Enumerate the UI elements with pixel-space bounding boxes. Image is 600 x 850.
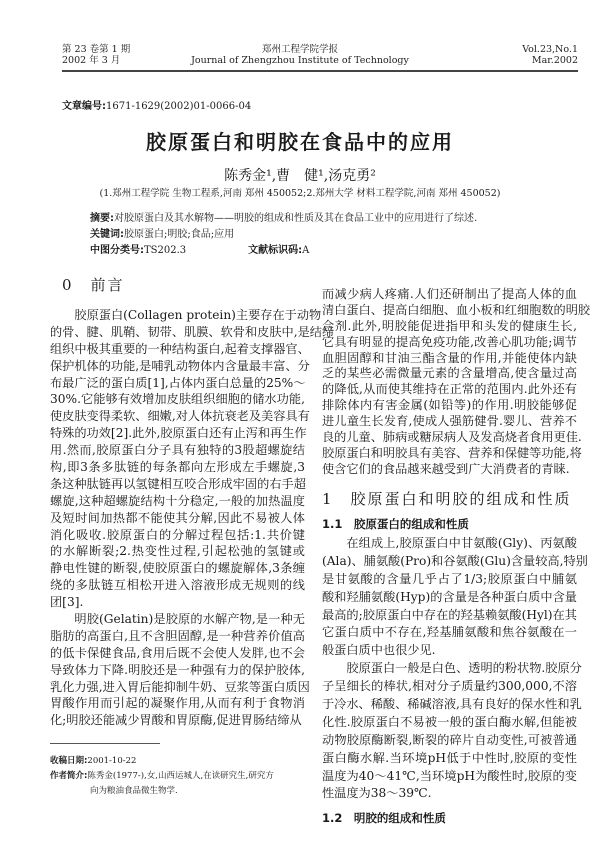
text-line: 的低卡保健食品,食用后既不会使人发胖,也不会	[50, 645, 305, 660]
text-line: 30%.它能够有效增加皮肤组织细胞的储水功能,	[50, 392, 305, 407]
text-line: 导致体力下降.明胶还是一种强有力的保护胶体,	[50, 662, 305, 677]
text-line: 使皮肤变得柔软、细嫩,对人体抗衰老及美容具有	[50, 409, 310, 424]
volume-cn: 第 23 卷第 1 期	[62, 44, 131, 55]
abstract	[90, 209, 477, 224]
keywords	[90, 225, 234, 240]
text-line: 团[3].	[50, 595, 84, 610]
text-line: 条这种肽链再以氢键相互咬合形成牢固的右手超	[50, 476, 306, 491]
classification	[90, 241, 309, 256]
article-number-value: 1671-1629(2002)01-0066-04	[106, 101, 252, 112]
bio-line-2: 向为粮油食品微生物学.	[90, 786, 178, 796]
text-line: 最高的;胶原蛋白中存在的羟基赖氨酸(Hyl)在其	[322, 607, 577, 622]
text-line: 螺旋,这种超螺旋结构十分稳定,一般的加热温度	[50, 493, 305, 508]
text-line: 的降低,从而使其维持在正常的范围内.此外还有	[322, 382, 577, 397]
text-line: 胶原蛋白(Collagen protein)主要存在于动物	[74, 308, 322, 322]
text-line: 绕的多肽链互相松开进入溶液形成无规则的线	[50, 578, 305, 593]
text-line: 构,即3条多肽链的每条都向左形成左手螺旋,3	[50, 460, 305, 475]
text-line: 子呈细长的棒状,相对分子质量约300,000,不溶	[322, 679, 577, 694]
text-line: 而减少病人疼痛.人们还研制出了提高人体的血	[322, 287, 577, 301]
text-line: 及短时间加热都不能使其分解,因此不易被人体	[50, 510, 305, 525]
doc-code-value: A	[302, 245, 310, 256]
journal-name-cn: 郑州工程学院学报	[261, 44, 338, 55]
text-line: 用.然而,胶原蛋白分子具有独特的3股超螺旋结	[50, 443, 305, 458]
text-line: 温度为40～41℃,当环境pH为酸性时,胶原的变	[322, 768, 577, 783]
bio-line-1: 陈秀金(1977-),女,山西运城人,在读研究生,研究方	[87, 771, 274, 781]
text-line: 消化吸收.胶原蛋白的分解过程包括:1.共价键	[50, 527, 305, 542]
text-line: 静电性键的断裂,使胶原蛋白的螺旋解体,3条缠	[50, 561, 305, 576]
received-value: 2001-10-22	[87, 756, 137, 766]
right-column-body-top	[322, 287, 591, 478]
affiliation: (1.郑州工程学院 生物工程系,河南 郑州 450052;2.郑州大学 材料工程学院,河南 郑州 450052)	[99, 188, 501, 199]
paper-title: 胶原蛋白和明胶在食品中的应用	[146, 130, 454, 154]
text-line: 般蛋白质中也很少见.	[322, 643, 436, 658]
text-line: 组织中极其重要的一种结构蛋白,起着支撑器官、	[50, 341, 310, 356]
text-line: 保护机体的功能,是哺乳动物体内含量最丰富、分	[50, 358, 310, 373]
text-line: 合剂.此外,明胶能促进指甲和头发的健康生长,	[322, 318, 577, 333]
article-number	[62, 97, 251, 112]
text-line: 于冷水、稀酸、稀碱溶液,具有良好的保水性和乳	[322, 697, 582, 712]
abstract-label: 摘要:	[90, 213, 114, 224]
text-line: 排除体内有害金属(如铅等)的作用.明胶能够促	[322, 398, 577, 413]
text-line: 脂肪的高蛋白,且不含胆固醇,是一种营养价值高	[50, 628, 305, 643]
date-en: Mar.2002	[531, 55, 578, 66]
clc-value: TS202.3	[144, 245, 187, 256]
author-bio	[50, 769, 310, 784]
text-line: 的水解断裂;2.热变性过程,引起松弛的氢键或	[50, 544, 305, 559]
left-column-body	[50, 307, 335, 729]
text-line: 化;明胶还能减少胃酸和胃原酶,促进胃肠结缔从	[50, 713, 302, 728]
text-line: 乳化力强,进入胃后能抑制牛奶、豆浆等蛋白质因	[50, 679, 310, 694]
text-line: 乏的某些必需微量元素的含量增高,使含量过高	[322, 366, 577, 381]
subsection-heading-1-2: 1.2 明胶的组成和性质	[322, 811, 446, 825]
text-line: 良的儿童、肺病或糖尿病人及发高烧者食用更佳.	[322, 430, 582, 445]
text-line: 动物胶原酶断裂,断裂的碎片自动变性,可被普通	[322, 732, 577, 747]
subsection-heading-1-1: 1.1 胶原蛋白的组成和性质	[322, 517, 469, 531]
header-rule	[62, 70, 578, 72]
journal-name-en: Journal of Zhengzhou Institute of Technology	[191, 55, 409, 66]
text-line: 使含它们的食品越来越受到广大消费者的青睐.	[322, 461, 570, 476]
text-line: (Ala)、脯氨酸(Pro)和谷氨酸(Glu)含量较高,特别	[322, 553, 588, 568]
text-line: 的骨、腱、肌鞘、韧带、肌膜、软骨和皮肤中,是结缔	[50, 324, 335, 339]
text-line: 胃酸作用而引起的凝聚作用,从而有利于食物消	[50, 696, 305, 711]
text-line: 胶原蛋白一般是白色、透明的粉状物.胶原分	[346, 661, 582, 676]
received-date	[50, 754, 310, 769]
text-line: 在组成上,胶原蛋白中甘氨酸(Gly)、丙氨酸	[346, 536, 577, 550]
text-line: 明胶(Gelatin)是胶原的水解产物,是一种无	[74, 612, 305, 627]
abstract-text: 对胶原蛋白及其水解物——明胶的组成和性质及其在食品工业中的应用进行了综述.	[114, 213, 478, 224]
text-line: 胶原蛋白和明胶具有美容、营养和保健等功能,将	[322, 445, 582, 460]
keywords-label: 关键词:	[90, 229, 124, 240]
text-line: 血胆固醇和甘油三酯含量的作用,并能使体内缺	[322, 350, 577, 365]
section-heading-1: 1 胶原蛋白和明胶的组成和性质	[322, 490, 572, 508]
text-line: 布最广泛的蛋白质[1],占体内蛋白总量的25%～	[50, 375, 306, 390]
right-column-body-bottom	[322, 535, 588, 803]
text-line: 酸和羟脯氨酸(Hyp)的含量是各种蛋白质中含量	[322, 589, 577, 604]
text-line: 它具有明显的提高免疫功能,改善心肌功能;调节	[322, 334, 577, 349]
article-number-label: 文章编号:	[62, 101, 106, 112]
doc-code-label: 文献标识码:	[248, 245, 303, 256]
text-line: 特殊的功效[2].此外,胶原蛋白还有止泻和再生作	[50, 426, 307, 441]
text-line: 蛋白酶水解.当环境pH低于中性时,胶原的变性	[322, 750, 577, 765]
footnote	[50, 754, 310, 799]
section-heading-preface: 0 前言	[62, 276, 125, 294]
text-line: 性温度为38～39℃.	[322, 786, 432, 801]
issue-info-en	[522, 44, 578, 66]
volume-en: Vol.23,No.1	[522, 44, 578, 55]
text-line: 是甘氨酸的含量几乎占了1/3;胶原蛋白中脯氨	[322, 571, 577, 586]
bio-label: 作者简介:	[50, 771, 88, 781]
text-line: 化性.胶原蛋白不易被一般的蛋白酶水解,但能被	[322, 714, 577, 729]
text-line: 进儿童生长发育,使成人强筋健骨.婴儿、营养不	[322, 414, 577, 429]
authors: 陈秀金¹,曹 健¹,汤克勇²	[224, 168, 376, 184]
text-line: 清白蛋白、提高白细胞、血小板和红细胞数的明胶	[322, 302, 591, 317]
keywords-text: 胶原蛋白;明胶;食品;应用	[124, 229, 235, 240]
journal-name	[0, 44, 600, 66]
text-line: 它蛋白质中不存在,羟基脯氨酸和焦谷氨酸在一	[322, 625, 577, 640]
received-label: 收稿日期:	[50, 756, 88, 766]
footnote-rule	[50, 743, 160, 744]
date-cn: 2002 年 3 月	[62, 55, 121, 66]
clc-label: 中图分类号:	[90, 245, 144, 256]
